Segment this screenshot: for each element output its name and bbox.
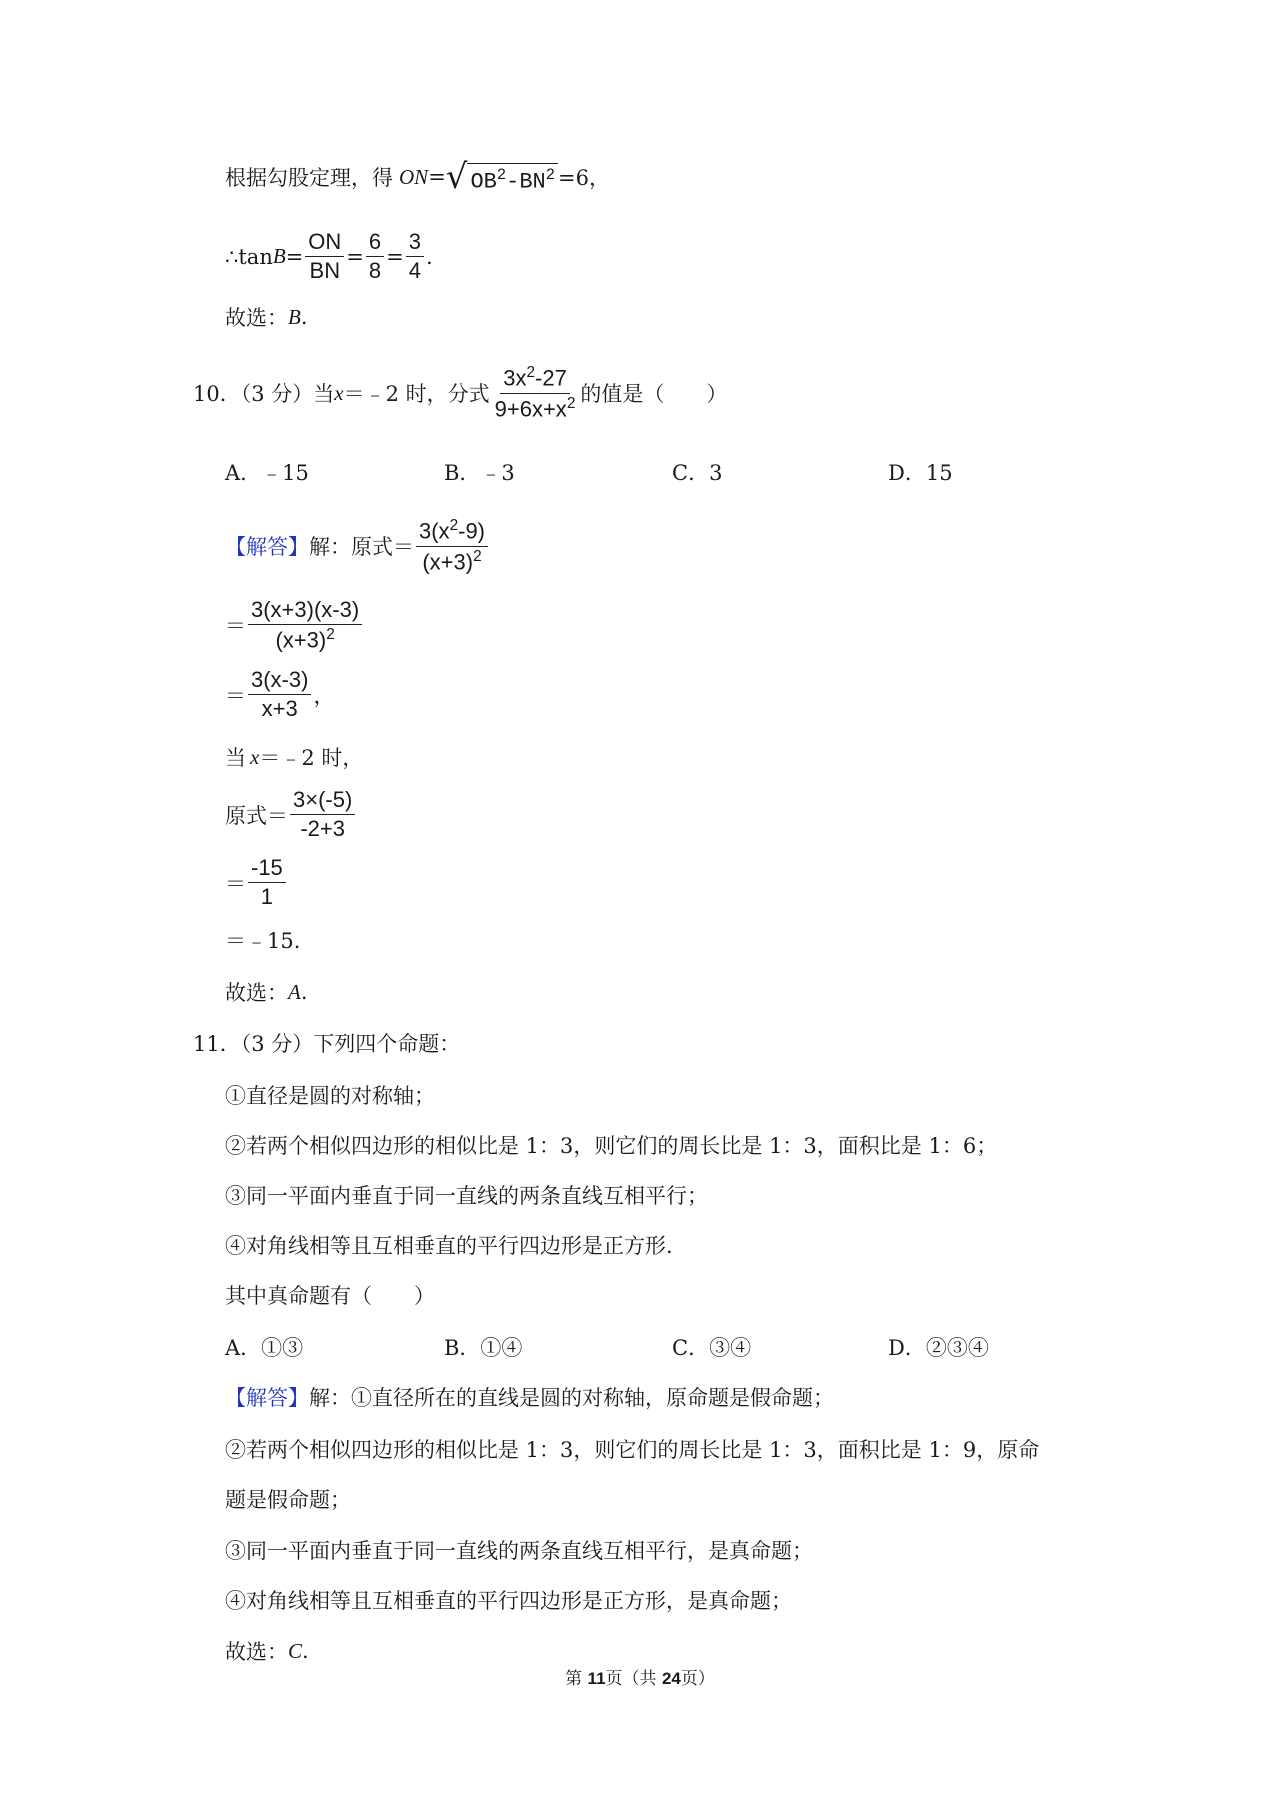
var-b: B: [272, 244, 286, 269]
q10-solution-step5: [225, 856, 288, 909]
solution-tag: 【解答】: [225, 535, 309, 560]
radicand: $OB^2-BN^2$: [467, 163, 558, 194]
prev-choice: [225, 302, 308, 332]
q10-option-d: D．15: [888, 461, 953, 485]
equals: ＝: [225, 614, 246, 639]
q11-choice: [225, 1636, 309, 1666]
q10-solution-step2: [225, 598, 364, 653]
choice-prefix: 故选：: [225, 981, 288, 1005]
orig-expression: 原式＝: [225, 803, 288, 828]
q11-statement-3: ③同一平面内垂直于同一直线的两条直线互相平行；: [225, 1184, 708, 1208]
choice-letter: B: [288, 304, 301, 329]
choice-suffix: .: [302, 1639, 309, 1663]
choice-prefix: 故选：: [225, 306, 288, 330]
fraction-3-4: $\frac{3}{4}$: [406, 230, 424, 283]
var-x: x: [250, 744, 260, 769]
q11-statement-1: ①直径是圆的对称轴；: [225, 1084, 435, 1108]
q10-fraction: $\frac{3x^2-27}{9+6x+x^2}$: [494, 364, 576, 421]
choice-letter: C: [288, 1638, 303, 1663]
footer-mid: 页（共: [605, 1669, 662, 1689]
radical-sign-icon: √: [445, 157, 468, 197]
q10-stem: [193, 365, 727, 421]
q10-choice: [225, 977, 308, 1007]
q10-option-b: B．﹣3: [444, 461, 515, 485]
solution-intro: 解：原式＝: [309, 535, 414, 560]
q11-solution-line3: 题是假命题；: [225, 1488, 351, 1512]
var-on: ON: [399, 164, 429, 189]
equals: =: [346, 244, 364, 269]
when-rest: ＝﹣2 时，: [259, 746, 364, 770]
equals: =: [428, 165, 446, 189]
q10-solution-step4: [225, 788, 357, 841]
period: .: [426, 244, 433, 269]
footer-prefix: 第: [565, 1669, 588, 1689]
footer-suffix: 页）: [680, 1669, 715, 1689]
q10-final: [225, 925, 300, 955]
q11-solution-line2: ②若两个相似四边形的相似比是 1：3，则它们的周长比是 1：3，面积比是 1：9，原命: [225, 1438, 1040, 1462]
q10-condition: ＝﹣2 时，分式: [343, 382, 490, 407]
step3-fraction: $\frac{3(x-3)}{x+3}$: [248, 668, 311, 721]
equals: ＝: [225, 683, 246, 708]
q11-option-b: B．①④: [444, 1336, 523, 1360]
q11-solution-line1: [225, 1382, 834, 1412]
q11-option-c: C．③④: [672, 1336, 752, 1360]
tan-line: [225, 230, 433, 283]
q11-option-a: A．①③: [225, 1336, 304, 1360]
total-pages: 24: [661, 1669, 681, 1688]
q11-question: 其中真命题有（ ）: [225, 1284, 435, 1308]
choice-suffix: .: [300, 980, 308, 1004]
q10-option-a: A．﹣15: [225, 461, 309, 485]
q10-solution-step1: [225, 518, 490, 574]
fraction-on-bn: $\frac{ON}{BN}$: [305, 230, 344, 283]
choice-suffix: .: [300, 305, 308, 329]
q11-statement-4: ④对角线相等且互相垂直的平行四边形是正方形.: [225, 1234, 673, 1258]
comma: ，: [313, 683, 335, 708]
step2-fraction: $\frac{3(x+3)(x-3)}{(x+3)^2}$: [248, 598, 362, 653]
solution-tag: 【解答】: [225, 1386, 309, 1410]
var-x: x: [334, 380, 344, 405]
q11-statement-2: ②若两个相似四边形的相似比是 1：3，则它们的周长比是 1：3，面积比是 1：6；: [225, 1134, 998, 1158]
sqrt-expression: [445, 157, 558, 197]
step1-fraction: $\frac{3(x^2-9)}{(x+3)^2}$: [416, 518, 488, 574]
result: =6，: [557, 166, 610, 190]
pythagoras-line: [225, 157, 610, 197]
page-footer: [0, 1664, 1280, 1689]
equals: =: [386, 244, 404, 269]
therefore-tan: ∴tan: [225, 244, 273, 269]
choice-prefix: 故选：: [225, 1640, 288, 1664]
q11-solution-line5: ④对角线相等且互相垂直的平行四边形是正方形，是真命题；: [225, 1589, 792, 1613]
q10-when: [225, 742, 363, 772]
final-value: ＝﹣15.: [225, 929, 301, 953]
page-number: 11: [587, 1669, 606, 1688]
text: 根据勾股定理，得: [225, 166, 393, 190]
choice-letter: A: [288, 979, 301, 1004]
equals: =: [285, 244, 304, 269]
q10-tail: 的值是（ ）: [580, 382, 728, 407]
step4-fraction: $\frac{3\times(-5)}{-2+3}$: [290, 788, 355, 841]
q11-header: 11．（3 分）下列四个命题：: [193, 1032, 461, 1056]
fraction-6-8: $\frac{6}{8}$: [366, 230, 384, 283]
equals: ＝: [225, 871, 246, 896]
when: 当: [225, 746, 246, 770]
q11-option-d: D．②③④: [888, 1336, 989, 1360]
q11-solution-line4: ③同一平面内垂直于同一直线的两条直线互相平行，是真命题；: [225, 1539, 813, 1563]
q10-solution-step3: [225, 668, 334, 721]
q10-number: 10．（3 分）当: [193, 382, 335, 407]
solution-text: 解：①直径所在的直线是圆的对称轴，原命题是假命题；: [309, 1386, 834, 1410]
q10-option-c: C．3: [672, 461, 723, 485]
step5-fraction: $\frac{-15}{1}$: [248, 856, 286, 909]
